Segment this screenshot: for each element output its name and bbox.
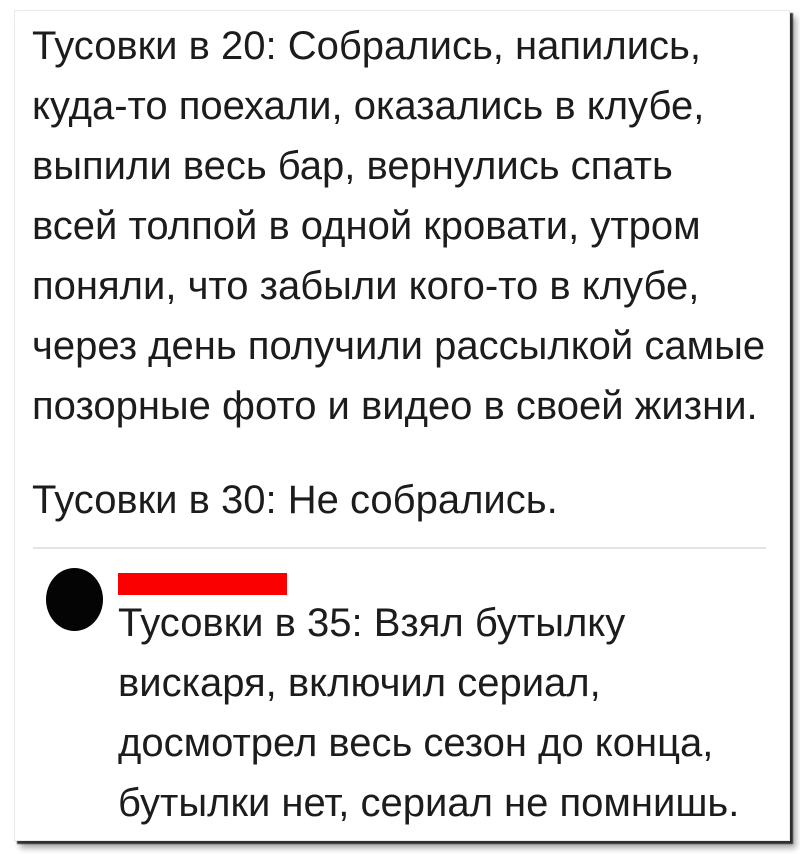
text-line: вискаря, включил сериал, — [118, 661, 601, 705]
text-line: Тусовки в 35: Взял бутылку — [118, 601, 626, 645]
post-paragraph-1 — [32, 16, 769, 436]
text-line: куда-то поехали, оказались в клубе, — [32, 84, 705, 128]
comment-divider — [33, 547, 766, 549]
text-line: поняли, что забыли кого-то в клубе, — [32, 264, 700, 308]
text-line: бутылки нет, сериал не помнишь. — [118, 781, 740, 825]
post-paragraph-2: Тусовки в 30: Не собрались. — [32, 478, 558, 522]
redacted-username[interactable] — [118, 573, 287, 595]
comment — [32, 568, 769, 833]
text-line: всей толпой в одной кровати, утром — [32, 204, 701, 248]
text-line: позорные фото и видео в своей жизни. — [32, 384, 758, 428]
comment-text — [118, 593, 739, 833]
text-line: досмотрел весь сезон до конца, — [118, 721, 714, 765]
text-line: через день получили рассылкой самые — [32, 324, 766, 368]
text-line: выпили весь бар, вернулись спать — [32, 144, 673, 188]
text-line: Тусовки в 20: Собрались, напились, — [32, 24, 701, 68]
comment-body — [118, 568, 739, 833]
post-card — [14, 10, 790, 841]
user-avatar[interactable] — [46, 568, 103, 631]
